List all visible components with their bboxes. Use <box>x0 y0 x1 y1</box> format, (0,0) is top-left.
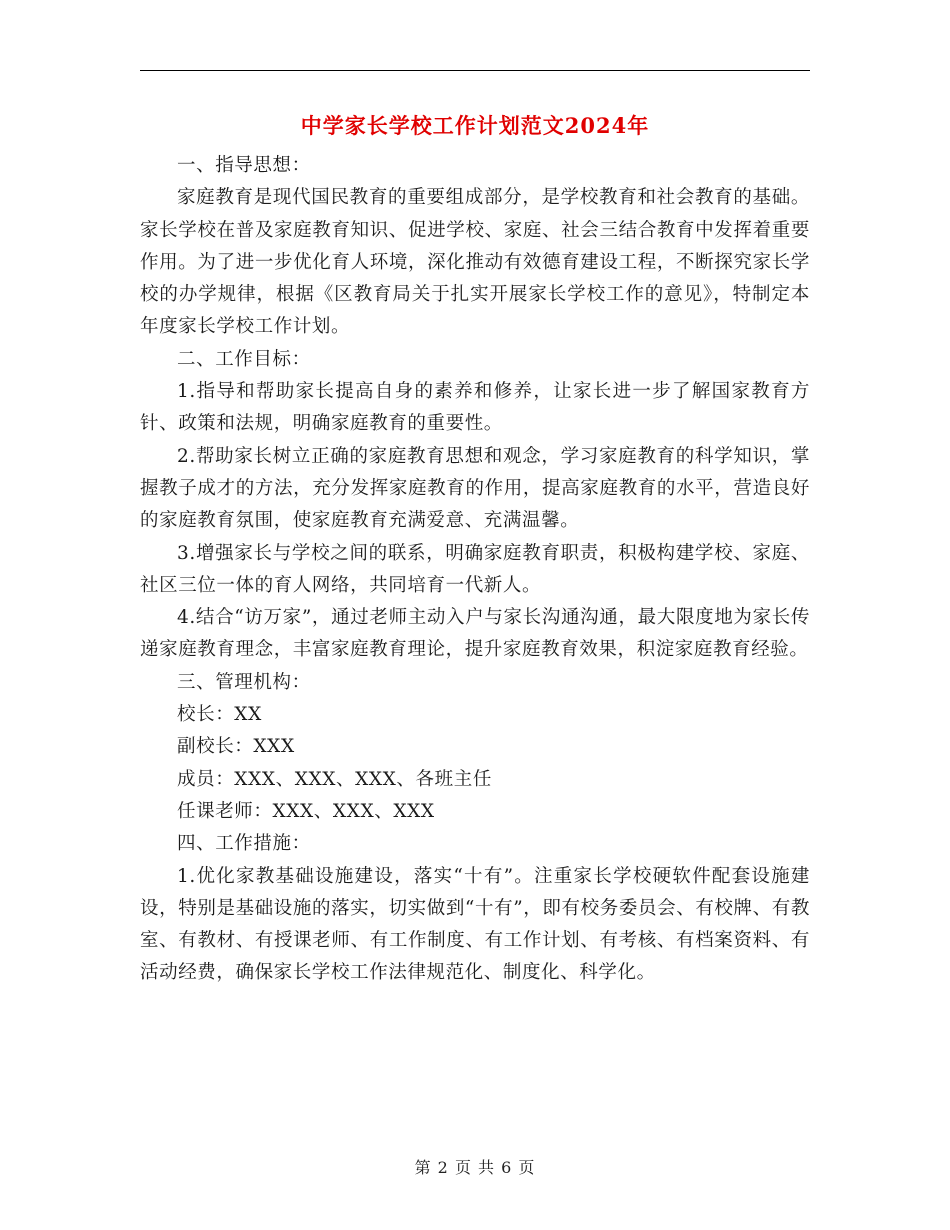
section-heading-guiding-thought: 一、指导思想： <box>177 155 311 176</box>
section-heading-measures: 四、工作措施： <box>177 833 311 855</box>
section-heading-management: 三、管理机构： <box>177 671 311 693</box>
goal-item-2: 2.帮助家长树立正确的家庭教育思想和观念，学习家庭教育的科学知识，掌握教子成才的方法，充分发挥家庭教育的作用，提高家庭教育的水平，营造良好的家庭教育氛围，使家庭教育充满爱意、充满温馨。 <box>140 445 810 532</box>
management-members: 成员：XXX、XXX、XXX、各班主任 <box>177 768 492 790</box>
management-principal: 校长：XX <box>177 704 262 726</box>
page-number: 第 2 页 共 6 页 <box>414 1158 536 1177</box>
goal-item-3: 3.增强家长与学校之间的联系，明确家庭教育职责，积极构建学校、家庭、社区三位一体的育人网络，共同培育一代新人。 <box>140 542 810 596</box>
header-rule <box>140 70 810 71</box>
goal-item-4: 4.结合“访万家”，通过老师主动入户与家长沟通沟通，最大限度地为家长传递家庭教育理念，丰富家庭教育理论，提升家庭教育效果，积淀家庭教育经验。 <box>140 607 810 661</box>
management-vice-principal: 副校长：XXX <box>177 736 295 758</box>
document-body <box>140 150 810 990</box>
goal-item-1: 1.指导和帮助家长提高自身的素养和修养，让家长进一步了解国家教育方针、政策和法规，明确家庭教育的重要性。 <box>140 381 810 435</box>
paragraph-guiding-thought: 家庭教育是现代国民教育的重要组成部分，是学校教育和社会教育的基础。家长学校在普及家庭教育知识、促进学校、家庭、社会三结合教育中发挥着重要作用。为了进一步优化育人环境，深化推动有效德育建设工程，不断探究家长学校的办学规律，根据《区教育局关于扎实开展家长学校工作的意见》，特制定本年度家长学校工作计划。 <box>140 187 810 338</box>
section-heading-work-goals: 二、工作目标： <box>177 348 311 370</box>
measure-item-1: 1.优化家教基础设施建设，落实“十有”。注重家长学校硬软件配套设施建设，特别是基础设施的落实，切实做到“十有”，即有校务委员会、有校牌、有教室、有教材、有授课老师、有工作制度、有工作计划、有考核、有档案资料、有活动经费，确保家长学校工作法律规范化、制度化、科学化。 <box>140 865 810 984</box>
document-title: 中学家长学校工作计划范文2024年 <box>300 113 650 138</box>
management-teachers: 任课老师：XXX、XXX、XXX <box>177 800 435 822</box>
